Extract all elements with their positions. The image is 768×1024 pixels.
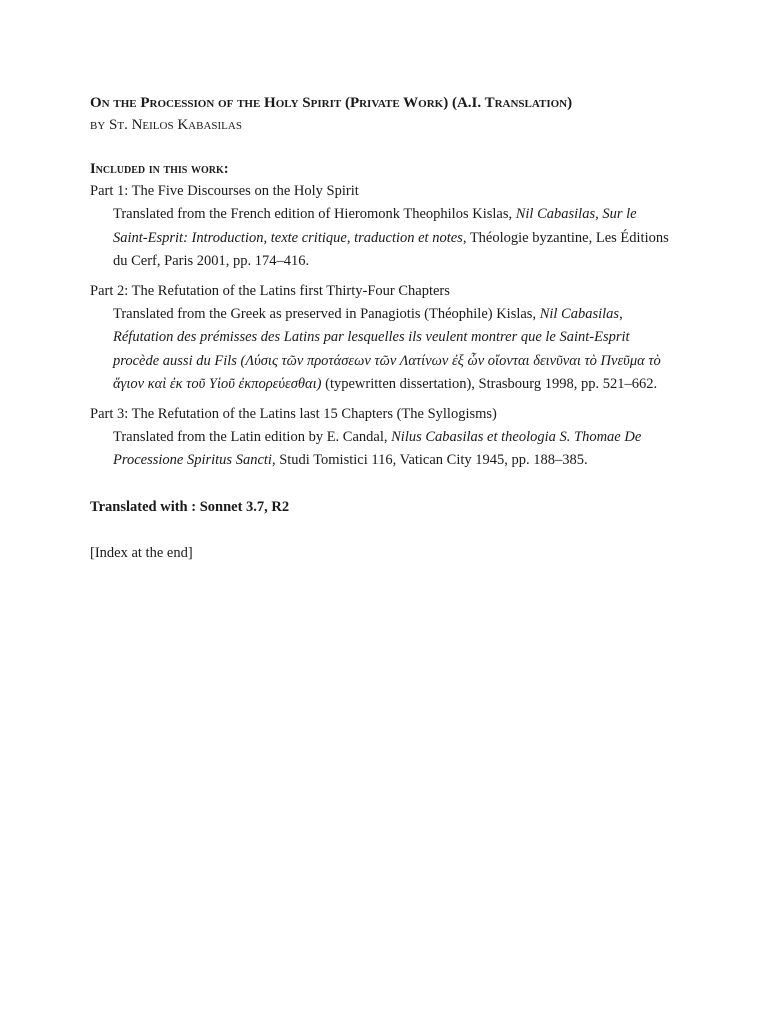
part-3 — [90, 403, 670, 473]
translated-with-note: Translated with : Sonnet 3.7, R2 — [90, 498, 290, 515]
desc-text: Translated from the Greek as preserved in Panagiotis (Théophile) Kislas, — [113, 305, 540, 322]
part-2 — [90, 280, 670, 397]
part-description — [90, 426, 670, 473]
desc-title-italic: Nil Cabasilas, Réfutation des prémisses des Latins par lesquelles ils veulent montrer que le Saint-Esprit procède aussi du Fils (Λύσις τῶν προτάσεων τῶν Λατίνων ἐξ ὧν οἴονται δεινῦναι τὸ Πνεῦμα τὸ ἅγιον καὶ ἐκ τοῦ Υἱοῦ ἐκπορεύεσθαι) — [113, 305, 661, 392]
document-byline: by St. Neilos Kabasilas — [90, 117, 242, 133]
desc-text: , Studi Tomistici 116, Vatican City 1945, pp. 188–385. — [271, 452, 588, 468]
included-heading: Included in this work: — [90, 161, 229, 177]
desc-title-italic: Nilus Cabasilas et theologia S. Thomae De Processione Spiritus Sancti — [113, 428, 642, 468]
desc-text: Translated from the Latin edition by E. Candal, — [113, 428, 392, 445]
document-page — [90, 93, 670, 565]
desc-title-italic: Nil Cabasilas, Sur le Saint-Esprit: Introduction, texte critique, traduction et notes — [113, 206, 637, 246]
document-title: On the Procession of the Holy Spirit (Private Work) (A.I. Translation) — [90, 95, 573, 111]
part-heading: Part 2: The Refutation of the Latins first Thirty-Four Chapters — [90, 282, 450, 299]
desc-text: , Théologie byzantine, Les Éditions du Cerf, Paris 2001, pp. 174–416. — [113, 229, 669, 269]
desc-text: (typewritten dissertation), Strasbourg 1998, pp. 521–662. — [321, 376, 658, 392]
part-heading: Part 3: The Refutation of the Latins last 15 Chapters (The Syllogisms) — [90, 405, 497, 422]
part-description — [90, 203, 670, 274]
index-note: [Index at the end] — [90, 544, 193, 561]
part-1 — [90, 180, 670, 274]
desc-text: Translated from the French edition of Hieromonk Theophilos Kislas, — [113, 206, 516, 222]
part-heading: Part 1: The Five Discourses on the Holy Spirit — [90, 183, 359, 199]
part-description — [90, 303, 670, 397]
